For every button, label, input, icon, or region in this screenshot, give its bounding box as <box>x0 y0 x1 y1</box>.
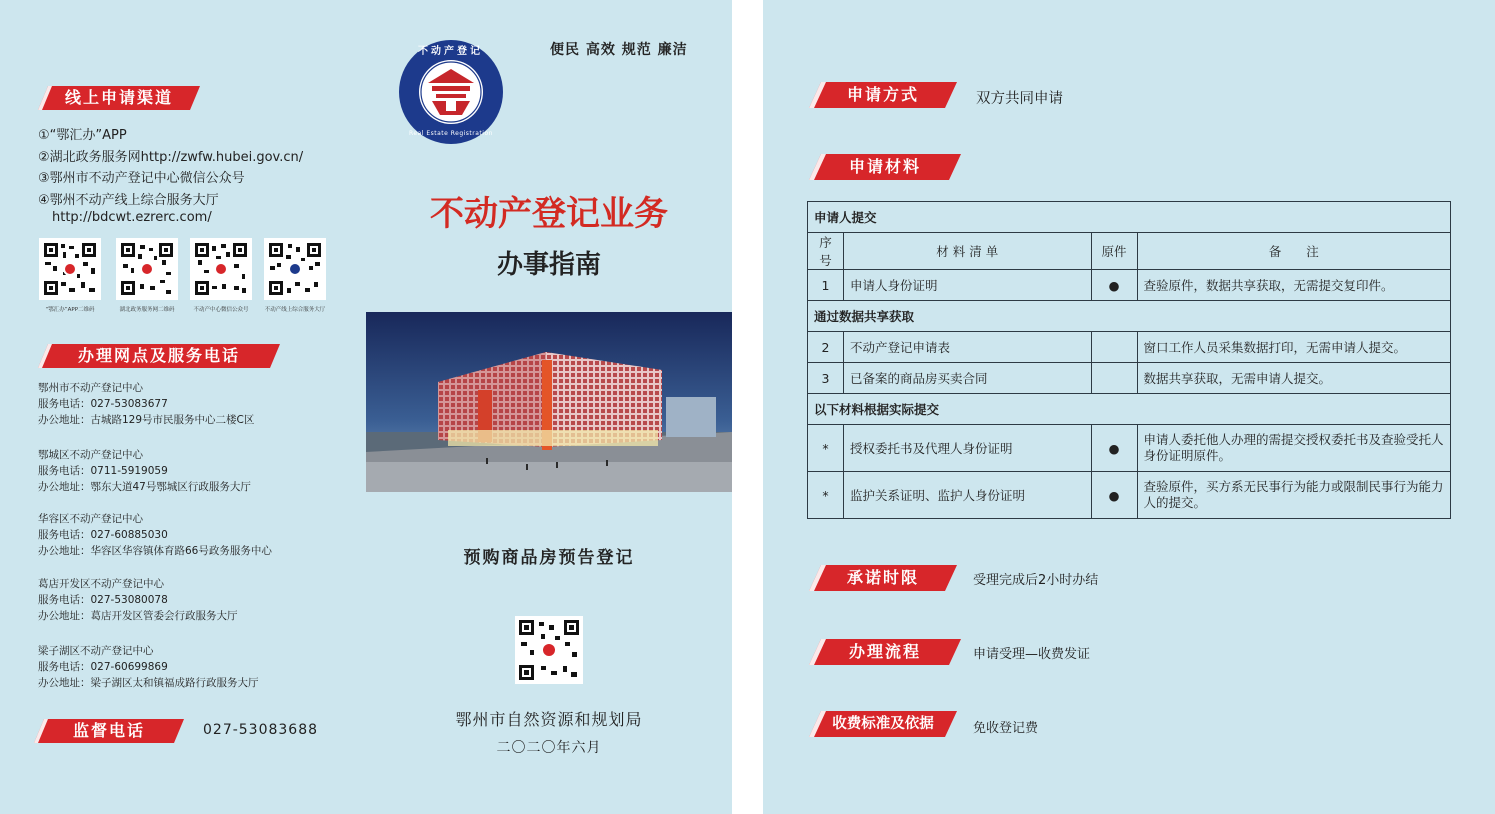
table-row <box>808 332 1451 363</box>
table-row <box>808 363 1451 394</box>
qr-code-icon <box>116 238 178 300</box>
table-header: 备 注 <box>1137 233 1451 270</box>
table-row <box>808 425 1451 472</box>
office-entry <box>38 380 254 428</box>
cover-subtitle: 办事指南 <box>496 250 601 280</box>
office-phone: 服务电话：027-60699869 <box>38 661 168 673</box>
material-note: 申请人委托他人办理的需提交授权委托书及查验受托人身份证明原件。 <box>1137 425 1451 472</box>
office-name: 梁子湖区不动产登记中心 <box>38 645 154 657</box>
office-phone: 服务电话：027-53080078 <box>38 594 168 606</box>
material-note: 查验原件，数据共享获取，无需提交复印件。 <box>1137 270 1451 301</box>
office-entry <box>38 447 251 495</box>
table-row <box>808 472 1451 519</box>
office-entry <box>38 643 259 691</box>
channel-item: ④鄂州不动产线上综合服务大厅 <box>38 192 219 208</box>
table-section-title: 申请人提交 <box>808 202 1451 233</box>
table-section-title: 通过数据共享获取 <box>808 301 1451 332</box>
table-header: 序号 <box>808 233 844 270</box>
business-item: 预购商品房预告登记 <box>463 548 635 568</box>
row-number: 3 <box>808 363 844 394</box>
table-header: 材 料 清 单 <box>843 233 1091 270</box>
office-address: 办公地址：葛店开发区管委会行政服务大厅 <box>38 610 238 622</box>
fee-value: 免收登记费 <box>973 721 1039 736</box>
material-name: 已备案的商品房买卖合同 <box>843 363 1091 394</box>
qr-caption: 不动产线上综合服务大厅 <box>264 307 326 313</box>
qr-caption: 湖北政务服务网二维码 <box>119 307 175 313</box>
original-required: ● <box>1091 425 1137 472</box>
original-required: ● <box>1091 472 1137 519</box>
section-tag-online: 线上申请渠道 <box>38 86 200 110</box>
channel-item: ①“鄂汇办”APP <box>38 128 127 143</box>
material-name: 不动产登记申请表 <box>843 332 1091 363</box>
office-name: 鄂城区不动产登记中心 <box>38 449 143 461</box>
office-name: 鄂州市不动产登记中心 <box>38 382 143 394</box>
section-tag-fee: 收费标准及依据 <box>809 711 957 735</box>
channel-item: ②湖北政务服务网http://zwfw.hubei.gov.cn/ <box>38 149 304 165</box>
cover-title: 不动产登记业务 <box>430 194 668 234</box>
qr-caption: 不动产中心微信公众号 <box>193 307 249 313</box>
cover-qr-code-icon <box>515 616 583 684</box>
qr-code-icon <box>190 238 252 300</box>
material-name: 授权委托书及代理人身份证明 <box>843 425 1091 472</box>
material-name: 监护关系证明、监护人身份证明 <box>843 472 1091 519</box>
section-tag-supervise: 监督电话 <box>34 719 184 743</box>
material-name: 申请人身份证明 <box>843 270 1091 301</box>
channel-item: ③鄂州市不动产登记中心微信公众号 <box>38 171 245 186</box>
table-section-row <box>808 394 1451 425</box>
table-header-row <box>808 233 1451 270</box>
original-required <box>1091 332 1137 363</box>
channel-url: http://bdcwt.ezrerc.com/ <box>52 210 212 225</box>
row-number: 2 <box>808 332 844 363</box>
row-number: 1 <box>808 270 844 301</box>
logo-top-text: 不动产登记 <box>418 46 483 57</box>
qr-code-icon <box>264 238 326 300</box>
section-tag-time: 承诺时限 <box>809 565 957 589</box>
supervise-phone: 027-53083688 <box>203 722 319 738</box>
material-note: 查验原件，买方系无民事行为能力或限制民事行为能力人的提交。 <box>1137 472 1451 519</box>
section-tag-materials: 申请材料 <box>809 154 961 178</box>
method-value: 双方共同申请 <box>976 91 1063 107</box>
building-photo <box>366 312 732 492</box>
issue-date: 二〇二〇年六月 <box>496 740 602 756</box>
material-note: 数据共享获取，无需申请人提交。 <box>1137 363 1451 394</box>
original-required: ● <box>1091 270 1137 301</box>
row-number: * <box>808 472 844 519</box>
table-row <box>808 270 1451 301</box>
office-entry <box>38 576 238 624</box>
motto: 便民 高效 规范 廉洁 <box>550 42 688 58</box>
office-address: 办公地址：古城路129号市民服务中心二楼C区 <box>38 414 255 426</box>
office-name: 葛店开发区不动产登记中心 <box>38 578 164 590</box>
office-phone: 服务电话：027-60885030 <box>38 529 168 541</box>
row-number: * <box>808 425 844 472</box>
office-address: 办公地址：鄂东大道47号鄂城区行政服务大厅 <box>38 481 251 493</box>
section-tag-offices: 办理网点及服务电话 <box>38 344 280 368</box>
office-phone: 服务电话：0711-5919059 <box>38 465 168 477</box>
original-required <box>1091 363 1137 394</box>
material-note: 窗口工作人员采集数据打印，无需申请人提交。 <box>1137 332 1451 363</box>
qr-caption: “鄂汇办”APP二维码 <box>45 307 95 313</box>
office-phone: 服务电话：027-53083677 <box>38 398 168 410</box>
office-address: 办公地址：华容区华容镇体育路66号政务服务中心 <box>38 545 272 557</box>
section-tag-method: 申请方式 <box>809 82 957 106</box>
online-channel-list <box>38 125 303 229</box>
logo-bottom-text: Real Estate Registration <box>409 130 493 137</box>
section-tag-flow: 办理流程 <box>809 639 961 663</box>
left-panel <box>0 0 732 814</box>
materials-table <box>807 201 1451 519</box>
table-section-row <box>808 301 1451 332</box>
right-panel <box>763 0 1495 814</box>
flow-value: 申请受理—收费发证 <box>973 647 1091 662</box>
office-name: 华容区不动产登记中心 <box>38 513 143 525</box>
issuing-org: 鄂州市自然资源和规划局 <box>455 710 643 729</box>
table-section-row <box>808 202 1451 233</box>
office-entry <box>38 511 272 559</box>
office-address: 办公地址：梁子湖区太和镇福成路行政服务大厅 <box>38 677 259 689</box>
table-header: 原件 <box>1091 233 1137 270</box>
time-value: 受理完成后2小时办结 <box>973 573 1099 588</box>
table-section-title: 以下材料根据实际提交 <box>808 394 1451 425</box>
qr-code-icon <box>39 238 101 300</box>
